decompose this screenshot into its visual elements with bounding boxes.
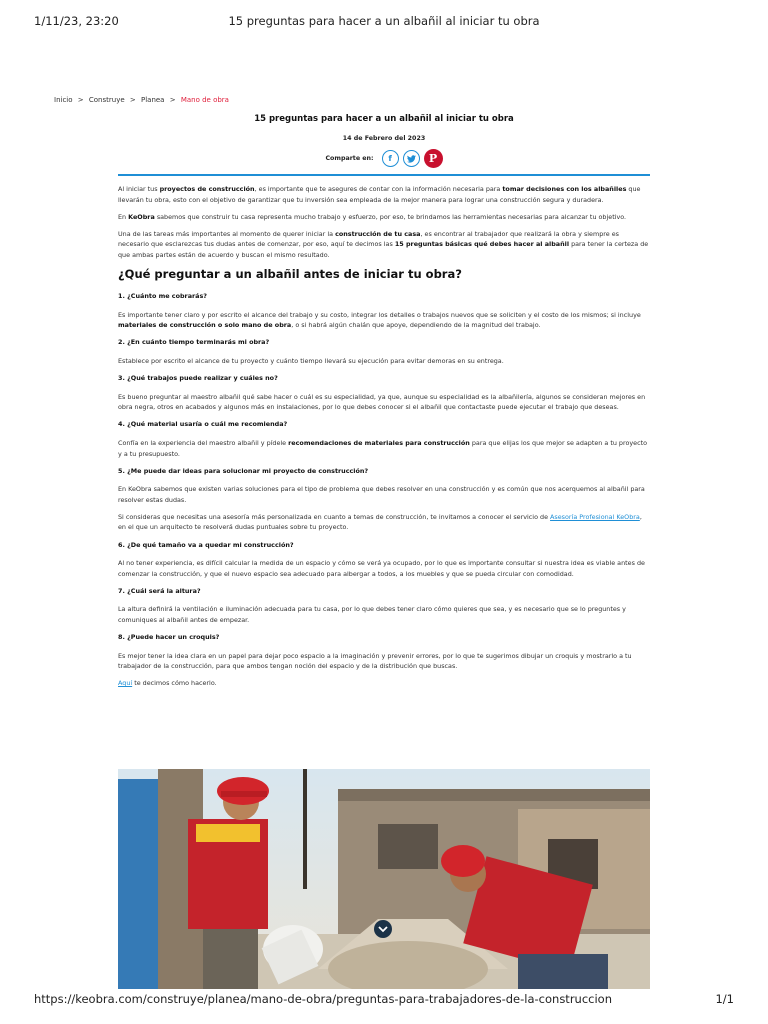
question-8: 8. ¿Puede hacer un croquis? bbox=[118, 633, 220, 642]
print-page-title: 15 preguntas para hacer a un albañil al iniciar tu obra bbox=[228, 14, 540, 28]
question-3: 3. ¿Qué trabajos puede realizar y cuáles no? bbox=[118, 374, 278, 383]
article-photo bbox=[118, 769, 650, 989]
article-date: 14 de Febrero del 2023 bbox=[342, 135, 426, 142]
tasks-paragraph: Una de las tareas más importantes al momento de querer iniciar la construcción de tu casa, es encontrar al trabajador que realizará la obra y siempre es necesario que esclarezcas tus dudas antes de comenzar, por eso, aquí te decimos las 15 preguntas básicas qué debes hacer al albañil para tener la certeza de que ambas partes están de acuerdo y buscan el mismo resultado. bbox=[118, 229, 649, 259]
answer-1: Es importante tener claro y por escrito el alcance del trabajo y su costo, integrar los detalles o trabajos nuevos que se soliciten y el costo de los mismos; si incluye materiales de construcción o solo mano de obra, o si habrá algún chalán que apoye, dependiendo de la magnitud del trabajo. bbox=[118, 310, 641, 330]
breadcrumb-item-construye[interactable]: Construye bbox=[88, 96, 125, 104]
breadcrumb-item-inicio[interactable]: Inicio bbox=[54, 96, 73, 104]
aqui-link[interactable]: Aquí bbox=[118, 679, 133, 688]
print-date: 1/11/23, 23:20 bbox=[34, 14, 119, 28]
answer-8-link-line: Aquí te decimos cómo hacerlo. bbox=[118, 679, 217, 688]
breadcrumb-separator: > bbox=[129, 96, 136, 104]
section-heading: ¿Qué preguntar a un albañil antes de iniciar tu obra? bbox=[118, 267, 462, 282]
breadcrumb-current[interactable]: Mano de obra bbox=[180, 96, 229, 104]
answer-3: Es bueno preguntar al maestro albañil qué sabe hacer o cuál es su especialidad, ya que, aunque su especialidad es la albañilería, algunos se consideran mejores en obra negra, otros en acabados y algunos más en instalaciones, por lo que debes conocer si el albañil que contactaste puede ejecutar el trabajo que deseas. bbox=[118, 392, 646, 412]
answer-4: Confía en la experiencia del maestro albañil y pídele recomendaciones de materiales para construcción para que elijas los que mejor se adapten a tu proyecto y a tu presupuesto. bbox=[118, 438, 648, 458]
intro-paragraph: Al iniciar tus proyectos de construcción, es importante que te asegures de contar con la información necesaria para tomar decisiones con los albañiles que llevarán tu obra, esto con el objetivo de garantizar que tu inversión sea empleada de la mejor manera para lograr una construcción segura y duradera. bbox=[118, 185, 641, 204]
pinterest-icon[interactable]: P bbox=[424, 149, 443, 168]
question-2: 2. ¿En cuánto tiempo terminarás mi obra? bbox=[118, 338, 270, 347]
answer-6: Al no tener experiencia, es difícil calcular la medida de un espacio y cómo se verá ya ocupado, por lo que es importante consultar si nuestra idea es viable antes de comenzar la construcción, y que el nuevo espacio sea adecuado para albergar a todos, a los muebles y que se pueda circular con comodidad. bbox=[118, 559, 645, 578]
answer-8: Es mejor tener la idea clara en un papel para dejar poco espacio a la imaginación y prevenir errores, por lo que te sugerimos dibujar un croquis y mostrarlo a tu trabajador de la construcción, para que ambos tengan noción del espacio y de la distribución que buscas. bbox=[118, 651, 632, 671]
question-7: 7. ¿Cuál será la altura? bbox=[118, 586, 201, 595]
article-title: 15 preguntas para hacer a un albañil al iniciar tu obra bbox=[254, 114, 514, 124]
keobra-paragraph: En KeObra sabemos que construir tu casa representa mucho trabajo y esfuerzo, por eso, te brindamos las herramientas necesarias para alcanzar tu objetivo. bbox=[118, 212, 627, 221]
question-1: 1. ¿Cuánto me cobrarás? bbox=[118, 292, 207, 301]
breadcrumb bbox=[54, 96, 232, 104]
breadcrumb-item-planea[interactable]: Planea bbox=[140, 96, 165, 104]
asesoria-link[interactable]: Asesoría Profesional KeObra bbox=[550, 512, 640, 521]
share-bar bbox=[118, 149, 650, 168]
answer-5: En KeObra sabemos que existen varias soluciones para el tipo de problema que debes resolver en una construcción y es común que nos acerquemos al albañil para resolver estas dudas. bbox=[118, 485, 645, 504]
breadcrumb-separator: > bbox=[77, 96, 84, 104]
facebook-icon[interactable]: f bbox=[382, 150, 399, 167]
answer-5-asesoria: Si consideras que necesitas una asesoría más personalizada en cuanto a temas de construcción, te invitamos a conocer el servicio de Asesoría Profesional KeObra, en el que un arquitecto te resolverá dudas puntuales sobre tu proyecto. bbox=[118, 512, 642, 532]
article-body bbox=[118, 184, 650, 689]
question-5: 5. ¿Me puede dar ideas para solucionar mi proyecto de construcción? bbox=[118, 466, 369, 475]
question-6: 6. ¿De qué tamaño va a quedar mi construcción? bbox=[118, 540, 294, 549]
question-4: 4. ¿Qué material usaría o cuál me recomienda? bbox=[118, 420, 288, 429]
share-label: Comparte en: bbox=[325, 155, 374, 162]
print-url: https://keobra.com/construye/planea/mano-de-obra/preguntas-para-trabajadores-de-la-construccion bbox=[34, 992, 612, 1006]
answer-7: La altura definirá la ventilación e iluminación adecuada para tu casa, por lo que debes tener claro cómo quieres que sea, y es necesario que se lo preguntes y comuniques al albañil antes de empezar. bbox=[118, 605, 626, 625]
article bbox=[118, 114, 650, 696]
answer-2: Establece por escrito el alcance de tu proyecto y cuánto tiempo llevará su ejecución para evitar demoras en su entrega. bbox=[118, 356, 504, 365]
print-footer bbox=[34, 992, 734, 1008]
title-divider bbox=[118, 174, 650, 176]
twitter-icon[interactable] bbox=[403, 150, 420, 167]
breadcrumb-separator: > bbox=[169, 96, 176, 104]
print-header bbox=[34, 14, 734, 30]
print-page-number: 1/1 bbox=[715, 992, 734, 1006]
